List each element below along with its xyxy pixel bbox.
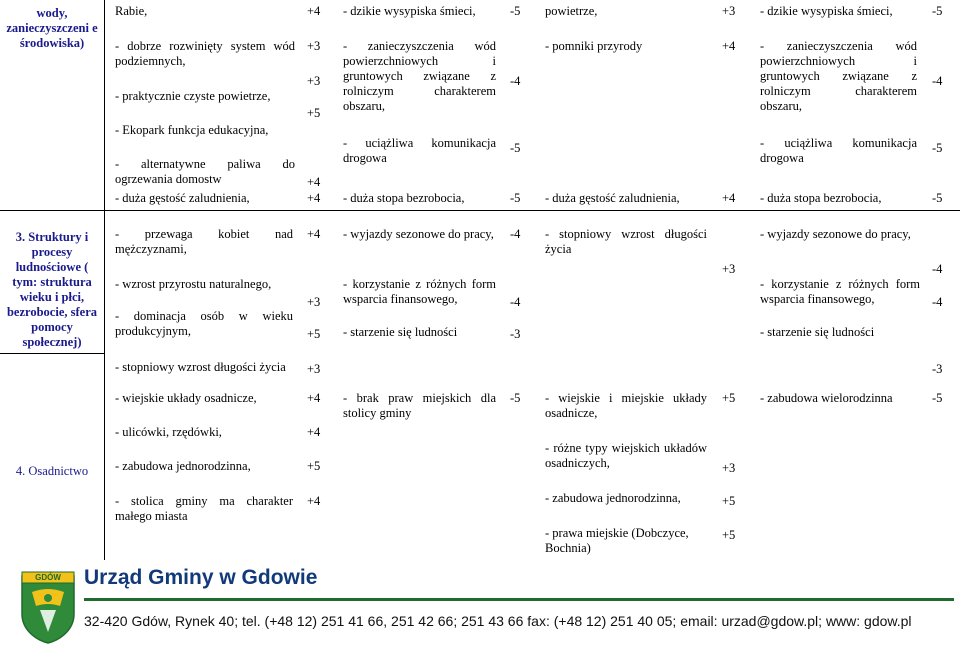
s3-weakness-3: - starzenie się ludności bbox=[343, 325, 458, 339]
s4-strength-5: - stolica gminy ma charakter małego miasta bbox=[115, 494, 293, 523]
top-strength-score-1: +4 bbox=[307, 4, 321, 18]
top-strength-score-6: +4 bbox=[307, 175, 321, 189]
top-weakness-score-3: -5 bbox=[510, 141, 521, 155]
s4-opportunity-score-4: +5 bbox=[722, 528, 736, 542]
top-strength-6: - alternatywne paliwa do ogrzewania domostw bbox=[115, 157, 295, 186]
footer-divider bbox=[84, 598, 954, 601]
top-weakness-2: - zanieczyszczenia wód powierzchniowych i gruntowych związane z rolniczym charakterem obszaru, bbox=[343, 39, 496, 113]
s4-strength-3: - ulicówki, rzędówki, bbox=[115, 425, 222, 439]
logo-text: GDÓW bbox=[35, 573, 61, 582]
s3-opportunity-score-1: +3 bbox=[722, 262, 736, 276]
s3-opportunity-1: - stopniowy wzrost długości życia bbox=[545, 227, 707, 256]
s4-weakness-1: - brak praw miejskich dla stolicy gminy bbox=[343, 391, 496, 420]
top-threat-score-2: -4 bbox=[932, 74, 943, 88]
s4-strength-score-2: +4 bbox=[307, 391, 321, 405]
row-divider-top-bottom bbox=[0, 210, 960, 211]
s3-weakness-1: - wyjazdy sezonowe do pracy, bbox=[343, 227, 494, 241]
footer-contact: 32-420 Gdów, Rynek 40; tel. (+48 12) 251 41 66, 251 42 66; 251 43 66 fax: (+48 12) 251 40 05; email: urzad@gdow.pl; www: gdow.pl bbox=[84, 613, 912, 629]
s3-strength-1: - przewaga kobiet nad mężczyznami, bbox=[115, 227, 293, 256]
top-threat-score-3: -5 bbox=[932, 141, 943, 155]
top-opportunity-2: - pomniki przyrody bbox=[545, 39, 643, 53]
s4-strength-2: - wiejskie układy osadnicze, bbox=[115, 391, 257, 405]
top-strength-score-7: +4 bbox=[307, 191, 321, 205]
s4-opportunity-4: - prawa miejskie (Dobczyce, Bochnia) bbox=[545, 526, 689, 555]
s4-opportunity-score-3: +5 bbox=[722, 494, 736, 508]
top-weakness-4: - duża stopa bezrobocia, bbox=[343, 191, 465, 205]
s3-strength-2: - wzrost przyrostu naturalnego, bbox=[115, 277, 272, 291]
top-strength-score-4: +5 bbox=[307, 106, 321, 120]
top-strength-1: Rabie, bbox=[115, 4, 148, 18]
top-threat-score-1: -5 bbox=[932, 4, 943, 18]
top-strength-3: - praktycznie czyste powietrze, bbox=[115, 89, 271, 103]
s4-opportunity-score-1: +5 bbox=[722, 391, 736, 405]
top-weakness-score-2: -4 bbox=[510, 74, 521, 88]
s4-opportunity-score-2: +3 bbox=[722, 461, 736, 475]
top-weakness-3: - uciążliwa komunikacja drogowa bbox=[343, 136, 496, 165]
top-strength-2: - dobrze rozwinięty system wód podziemnych, bbox=[115, 39, 295, 68]
s4-opportunity-2: - różne typy wiejskich układów osadniczych, bbox=[545, 441, 707, 470]
row-divider-section3-bottom bbox=[0, 353, 104, 354]
s3-threat-3: - starzenie się ludności bbox=[760, 325, 875, 339]
top-opportunity-score-2: +4 bbox=[722, 39, 736, 53]
top-opportunity-1: powietrze, bbox=[545, 4, 598, 18]
s3-strength-score-1: +4 bbox=[307, 227, 321, 241]
top-threat-score-4: -5 bbox=[932, 191, 943, 205]
s3-threat-2: - korzystanie z różnych form wsparcia finansowego, bbox=[760, 277, 920, 306]
s3-weakness-2: - korzystanie z różnych form wsparcia finansowego, bbox=[343, 277, 496, 306]
top-strength-7: - duża gęstość zaludnienia, bbox=[115, 191, 250, 205]
top-threat-1: - dzikie wysypiska śmieci, bbox=[760, 4, 893, 18]
top-strength-5: - Ekopark funkcja edukacyjna, bbox=[115, 123, 269, 137]
s3-strength-score-2: +3 bbox=[307, 295, 321, 309]
top-threat-2: - zanieczyszczenia wód powierzchniowych i gruntowych związane z rolniczym charakterem obszaru, bbox=[760, 39, 917, 113]
s3-strength-score-3: +5 bbox=[307, 327, 321, 341]
s3-weakness-score-3: -3 bbox=[510, 327, 521, 341]
s3-threat-score-2: -4 bbox=[932, 295, 943, 309]
s4-strength-score-4: +5 bbox=[307, 459, 321, 473]
top-threat-3: - uciążliwa komunikacja drogowa bbox=[760, 136, 917, 165]
top-strength-score-2: +3 bbox=[307, 39, 321, 53]
top-weakness-score-4: -5 bbox=[510, 191, 521, 205]
s3-weakness-score-1: -4 bbox=[510, 227, 521, 241]
s4-strength-score-1: +3 bbox=[307, 362, 321, 376]
top-strength-score-3: +3 bbox=[307, 74, 321, 88]
s4-strength-4: - zabudowa jednorodzinna, bbox=[115, 459, 251, 473]
footer-title: Urząd Gminy w Gdowie bbox=[84, 566, 318, 589]
top-opportunity-3: - duża gęstość zaludnienia, bbox=[545, 191, 680, 205]
s4-strength-1: - stopniowy wzrost długości życia bbox=[115, 360, 286, 374]
s3-threat-1: - wyjazdy sezonowe do pracy, bbox=[760, 227, 911, 241]
top-opportunity-score-3: +4 bbox=[722, 191, 736, 205]
top-opportunity-score-1: +3 bbox=[722, 4, 736, 18]
s3-weakness-score-2: -4 bbox=[510, 295, 521, 309]
s4-threat-score-1: -5 bbox=[932, 391, 943, 405]
top-weakness-1: - dzikie wysypiska śmieci, bbox=[343, 4, 476, 18]
s4-strength-score-3: +4 bbox=[307, 425, 321, 439]
gdow-logo bbox=[20, 566, 76, 644]
s4-threat-1: - zabudowa wielorodzinna bbox=[760, 391, 893, 405]
col-divider-left bbox=[104, 0, 105, 560]
s3-threat-score-1: -4 bbox=[932, 262, 943, 276]
top-weakness-score-1: -5 bbox=[510, 4, 521, 18]
s4-strength-score-5: +4 bbox=[307, 494, 321, 508]
category-environment: wody, zanieczyszczeni e środowiska) bbox=[6, 6, 98, 50]
s4-weakness-score-1: -5 bbox=[510, 391, 521, 405]
s4-opportunity-3: - zabudowa jednorodzinna, bbox=[545, 491, 681, 505]
s3-strength-3: - dominacja osób w wieku produkcyjnym, bbox=[115, 309, 293, 338]
category-settlement: 4. Osadnictwo bbox=[15, 464, 89, 478]
s3-threat-score-4: -3 bbox=[932, 362, 943, 376]
s4-opportunity-1: - wiejskie i miejskie układy osadnicze, bbox=[545, 391, 707, 420]
category-population-structure: 3. Struktury i procesy ludnościowe ( tym: struktura wieku i płci, bezrobocie, sfera pomocy społecznej) bbox=[6, 230, 97, 349]
top-threat-4: - duża stopa bezrobocia, bbox=[760, 191, 882, 205]
